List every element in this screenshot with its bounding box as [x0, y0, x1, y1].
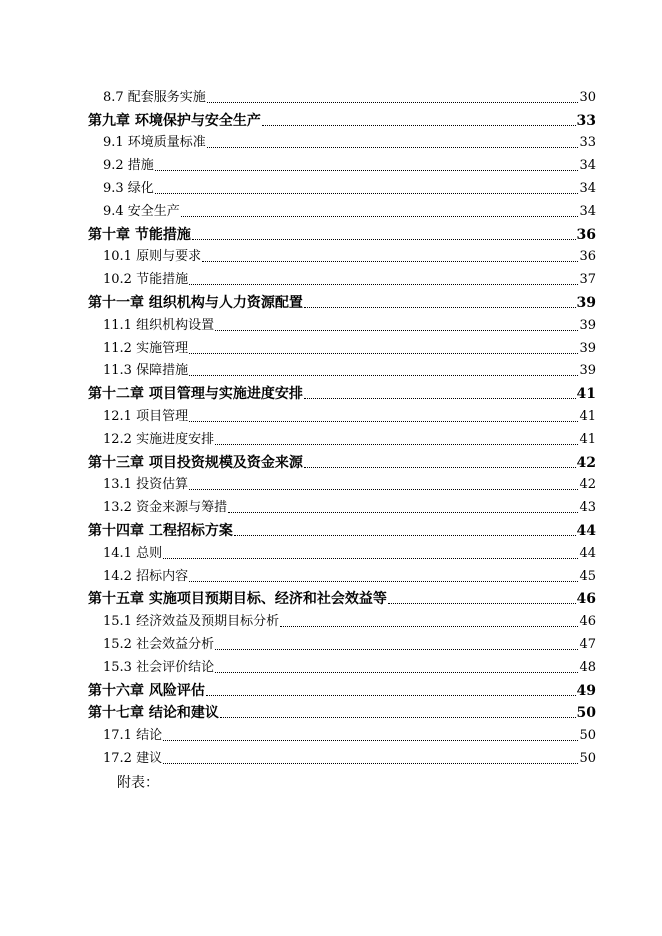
toc-section-entry[interactable]	[0, 358, 596, 381]
toc-leader-dots	[192, 239, 576, 240]
toc-entry-title: 15.2 社会效益分析	[103, 636, 215, 652]
toc-entry-title: 12.1 项目管理	[103, 408, 189, 424]
toc-section-entry[interactable]	[0, 426, 596, 449]
toc-leader-dots	[155, 170, 579, 171]
toc-entry-title: 15.1 经济效益及预期目标分析	[103, 614, 280, 630]
toc-page-number: 46	[579, 614, 596, 630]
toc-page-number: 44	[579, 545, 596, 561]
toc-leader-dots	[163, 740, 578, 741]
toc-leader-dots	[207, 147, 579, 148]
toc-chapter-entry[interactable]	[0, 449, 596, 472]
toc-page-number: 36	[576, 226, 596, 243]
toc-chapter-entry[interactable]	[0, 380, 596, 403]
toc-page-number: 48	[579, 659, 596, 675]
toc-leader-dots	[189, 353, 578, 354]
toc-page-number: 36	[579, 249, 596, 265]
toc-section-entry[interactable]	[0, 403, 596, 426]
toc-section-entry[interactable]	[0, 745, 596, 768]
toc-entry-title: 13.1 投资估算	[103, 477, 189, 493]
toc-leader-dots	[215, 444, 578, 445]
toc-entry-title: 11.1 组织机构设置	[103, 317, 215, 333]
toc-section-entry[interactable]	[0, 494, 596, 517]
toc-section-entry[interactable]	[0, 722, 596, 745]
toc-page-number: 47	[579, 636, 596, 652]
toc-entry-title: 10.2 节能措施	[103, 272, 189, 288]
toc-leader-dots	[262, 125, 576, 126]
toc-page-number: 30	[579, 89, 596, 105]
toc-page-number: 41	[579, 408, 596, 424]
toc-leader-dots	[228, 512, 578, 513]
toc-chapter-entry[interactable]	[0, 289, 596, 312]
toc-page-number: 46	[576, 591, 596, 608]
toc-entry-title: 8.7 配套服务实施	[103, 89, 206, 105]
toc-entry-title: 12.2 实施进度安排	[103, 431, 215, 447]
toc-section-entry[interactable]	[0, 654, 596, 677]
toc-entry-title: 第九章 环境保护与安全生产	[88, 112, 261, 129]
toc-leader-dots	[189, 375, 578, 376]
toc-page-number: 42	[576, 454, 596, 471]
toc-section-entry[interactable]	[0, 198, 596, 221]
toc-leader-dots	[163, 558, 578, 559]
toc-chapter-entry[interactable]	[0, 700, 596, 723]
toc-entry-title: 第十七章 结论和建议	[88, 705, 219, 722]
toc-section-entry[interactable]	[0, 152, 596, 175]
appendix-label: 附表：	[117, 775, 159, 791]
toc-section-entry[interactable]	[0, 540, 596, 563]
toc-entry-title: 11.3 保障措施	[103, 363, 189, 379]
toc-page-number: 34	[579, 203, 596, 219]
toc-leader-dots	[189, 489, 578, 490]
toc-leader-dots	[163, 763, 578, 764]
toc-leader-dots	[181, 216, 579, 217]
toc-page-number: 34	[579, 158, 596, 174]
toc-entry-title: 第十章 节能措施	[88, 226, 191, 243]
toc-chapter-entry[interactable]	[0, 586, 596, 609]
toc-page-number: 37	[579, 272, 596, 288]
toc-leader-dots	[304, 467, 576, 468]
toc-page-number: 33	[579, 135, 596, 151]
toc-page-number: 33	[576, 112, 596, 129]
toc-section-entry[interactable]	[0, 84, 596, 107]
toc-page-number: 49	[576, 682, 596, 699]
toc-page-number: 50	[579, 728, 596, 744]
toc-page-number: 39	[576, 294, 596, 311]
toc-entry-title: 第十六章 风险评估	[88, 682, 205, 699]
toc-leader-dots	[215, 672, 578, 673]
toc-page-number: 44	[576, 522, 596, 539]
toc-entry-title: 14.2 招标内容	[103, 568, 189, 584]
toc-entry-title: 17.2 建议	[103, 750, 163, 766]
toc-section-entry[interactable]	[0, 608, 596, 631]
toc-chapter-entry[interactable]	[0, 517, 596, 540]
toc-leader-dots	[215, 330, 578, 331]
toc-entry-title: 15.3 社会评价结论	[103, 659, 215, 675]
toc-page-number: 41	[579, 431, 596, 447]
toc-section-entry[interactable]	[0, 244, 596, 267]
toc-leader-dots	[215, 649, 578, 650]
toc-leader-dots	[234, 535, 576, 536]
toc-section-entry[interactable]	[0, 175, 596, 198]
toc-entry-title: 17.1 结论	[103, 728, 163, 744]
toc-page-number: 42	[579, 477, 596, 493]
toc-leader-dots	[155, 193, 579, 194]
toc-entry-title: 10.1 原则与要求	[103, 249, 202, 265]
toc-leader-dots	[207, 102, 579, 103]
toc-leader-dots	[189, 284, 578, 285]
toc-leader-dots	[304, 398, 576, 399]
toc-entry-title: 9.3 绿化	[103, 180, 154, 196]
toc-section-entry[interactable]	[0, 563, 596, 586]
toc-entry-title: 9.2 措施	[103, 158, 154, 174]
toc-entry-title: 13.2 资金来源与筹措	[103, 500, 228, 516]
toc-entry-title: 9.1 环境质量标准	[103, 135, 206, 151]
toc-section-entry[interactable]	[0, 472, 596, 495]
toc-page-number: 34	[579, 180, 596, 196]
toc-entry-title: 9.4 安全生产	[103, 203, 180, 219]
toc-page-number: 39	[579, 363, 596, 379]
toc-leader-dots	[189, 421, 578, 422]
toc-leader-dots	[189, 581, 578, 582]
toc-leader-dots	[220, 717, 576, 718]
toc-entry-title: 第十五章 实施项目预期目标、经济和社会效益等	[88, 591, 387, 608]
toc-entry-title: 11.2 实施管理	[103, 340, 189, 356]
toc-leader-dots	[202, 261, 578, 262]
toc-page-number: 41	[576, 386, 596, 403]
toc-leader-dots	[304, 307, 576, 308]
toc-chapter-entry[interactable]	[0, 677, 596, 700]
toc-section-entry[interactable]	[0, 335, 596, 358]
toc-page-number: 39	[579, 340, 596, 356]
toc-section-entry[interactable]	[0, 266, 596, 289]
toc-entry-title: 14.1 总则	[103, 545, 163, 561]
toc-chapter-entry[interactable]	[0, 221, 596, 244]
toc-page-number: 50	[579, 750, 596, 766]
toc-leader-dots	[388, 603, 576, 604]
toc-section-entry[interactable]	[0, 312, 596, 335]
toc-leader-dots	[280, 626, 578, 627]
toc-entry-title: 第十二章 项目管理与实施进度安排	[88, 386, 303, 403]
toc-entry-title: 第十三章 项目投资规模及资金来源	[88, 454, 303, 471]
toc-page-number: 45	[579, 568, 596, 584]
toc-leader-dots	[206, 695, 576, 696]
toc-chapter-entry[interactable]	[0, 107, 596, 130]
toc-section-entry[interactable]	[0, 130, 596, 153]
toc-page-number: 50	[576, 705, 596, 722]
toc-entry-title: 第十四章 工程招标方案	[88, 522, 233, 539]
toc-section-entry[interactable]	[0, 631, 596, 654]
toc-entry-title: 第十一章 组织机构与人力资源配置	[88, 294, 303, 311]
toc-page-number: 39	[579, 317, 596, 333]
toc-page-number: 43	[579, 500, 596, 516]
table-of-contents	[0, 84, 662, 768]
